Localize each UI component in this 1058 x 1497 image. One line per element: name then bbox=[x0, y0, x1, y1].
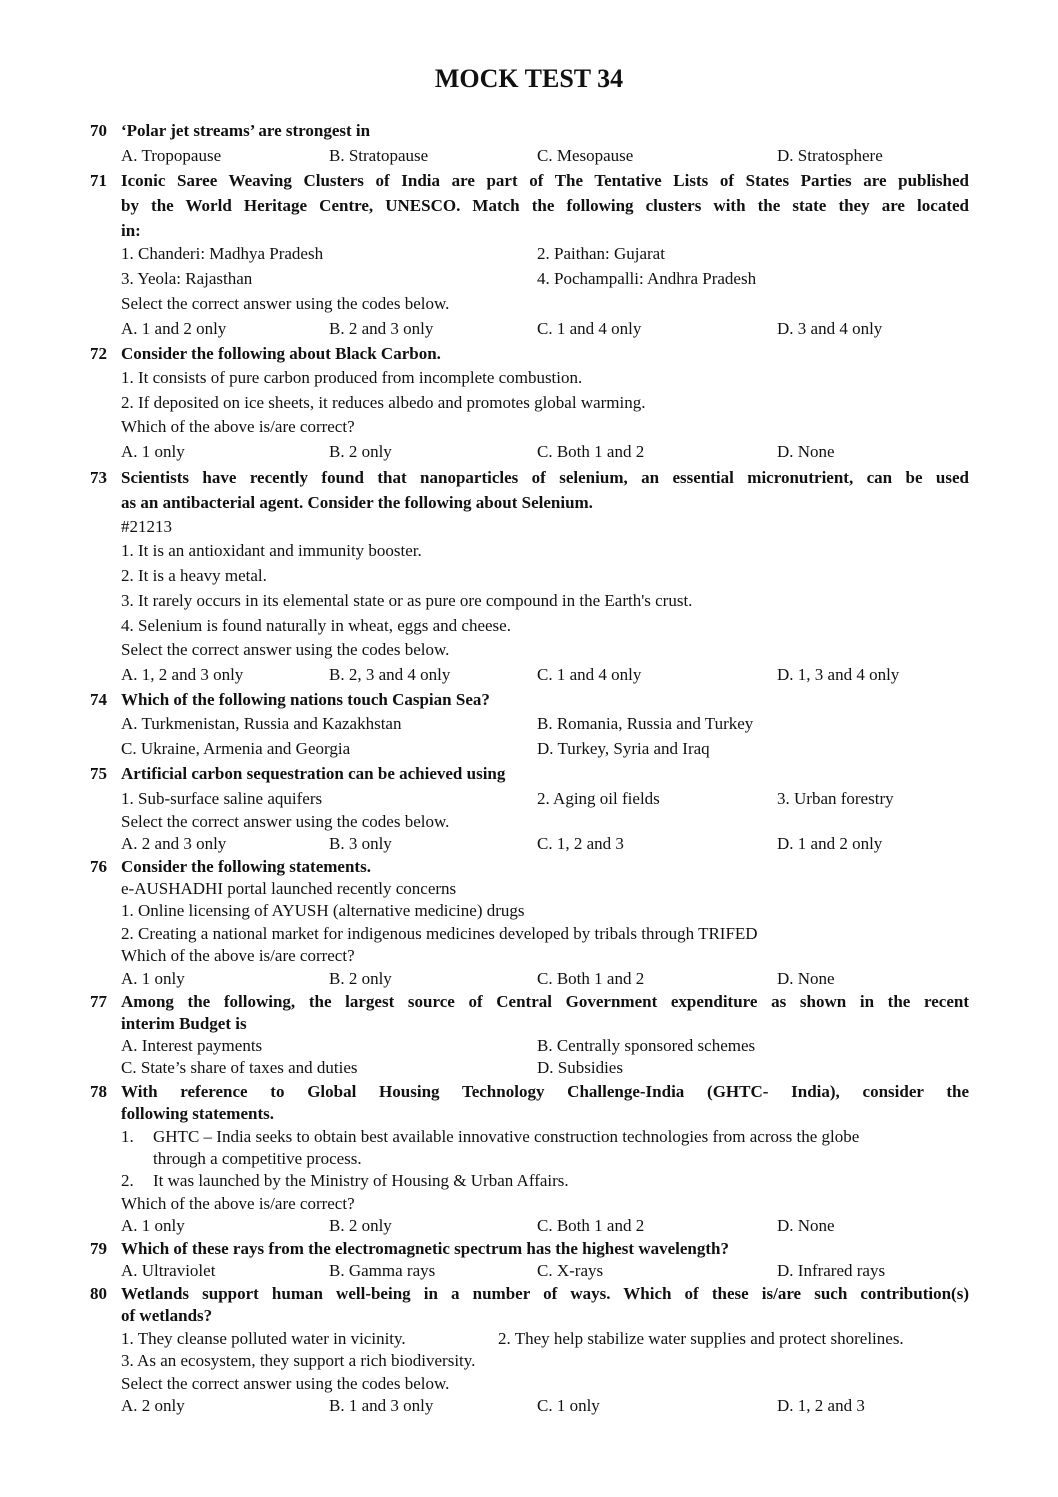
option-b: B. Stratopause bbox=[329, 146, 429, 165]
option-d: D. None bbox=[777, 969, 835, 988]
instruction: Which of the above is/are correct? bbox=[121, 417, 355, 436]
option-a: A. Interest payments bbox=[121, 1036, 263, 1055]
question-number: 77 bbox=[90, 992, 107, 1011]
question-stem: Which of these rays from the electromagnetic spectrum has the highest wavelength? bbox=[121, 1239, 729, 1258]
question-intro: e-AUSHADHI portal launched recently concerns bbox=[121, 879, 457, 898]
statement-item: 1. Sub-surface saline aquifers bbox=[121, 789, 323, 808]
option-b: B. 1 and 3 only bbox=[329, 1396, 434, 1415]
question-stem: ‘Polar jet streams’ are strongest in bbox=[121, 121, 371, 140]
instruction: Select the correct answer using the codes below. bbox=[121, 812, 450, 831]
instruction: Which of the above is/are correct? bbox=[121, 1194, 355, 1213]
question-stem: Consider the following about Black Carbon. bbox=[121, 344, 441, 363]
statement-item: 3. As an ecosystem, they support a rich biodiversity. bbox=[121, 1351, 476, 1370]
option-a: A. 1 and 2 only bbox=[121, 319, 227, 338]
question-stem: Iconic Saree Weaving Clusters of India are part of The Tentative Lists of States Parties are published bbox=[121, 171, 969, 190]
question-stem: With reference to Global Housing Technology Challenge-India (GHTC- India), consider the bbox=[121, 1082, 969, 1101]
statement-item: 2. If deposited on ice sheets, it reduces albedo and promotes global warming. bbox=[121, 393, 646, 412]
question-stem: Among the following, the largest source of Central Government expenditure as shown in the recent bbox=[121, 992, 969, 1011]
question-stem: as an antibacterial agent. Consider the following about Selenium. bbox=[121, 493, 593, 512]
statement-item: 4. Pochampalli: Andhra Pradesh bbox=[537, 269, 757, 288]
option-d: D. Infrared rays bbox=[777, 1261, 886, 1280]
option-b: B. Gamma rays bbox=[329, 1261, 436, 1280]
statement-item: 2. Paithan: Gujarat bbox=[537, 244, 665, 263]
statement-item: 1. Online licensing of AYUSH (alternative medicine) drugs bbox=[121, 901, 525, 920]
option-c: C. Both 1 and 2 bbox=[537, 969, 645, 988]
option-c: C. Mesopause bbox=[537, 146, 634, 165]
statement-item: 4. Selenium is found naturally in wheat, eggs and cheese. bbox=[121, 616, 511, 635]
option-c: C. Both 1 and 2 bbox=[537, 442, 645, 461]
option-a: A. Tropopause bbox=[121, 146, 222, 165]
statement-item: 3. Urban forestry bbox=[777, 789, 894, 808]
option-a: A. 2 only bbox=[121, 1396, 185, 1415]
option-b: B. 2 and 3 only bbox=[329, 319, 434, 338]
statement-item: 2. Aging oil fields bbox=[537, 789, 660, 808]
option-b: B. Romania, Russia and Turkey bbox=[537, 714, 754, 733]
statement-item: through a competitive process. bbox=[153, 1149, 362, 1168]
option-a: A. 1 only bbox=[121, 969, 185, 988]
option-a: A. 2 and 3 only bbox=[121, 834, 227, 853]
option-d: D. 1, 2 and 3 bbox=[777, 1396, 865, 1415]
option-b: B. 2 only bbox=[329, 969, 392, 988]
question-number: 78 bbox=[90, 1082, 107, 1101]
option-d: D. Subsidies bbox=[537, 1058, 623, 1077]
option-c: C. 1 only bbox=[537, 1396, 600, 1415]
question-stem: Consider the following statements. bbox=[121, 857, 371, 876]
statement-item: 1. It consists of pure carbon produced from incomplete combustion. bbox=[121, 368, 583, 387]
statement-item: 1. It is an antioxidant and immunity booster. bbox=[121, 541, 422, 560]
option-b: B. 2 only bbox=[329, 442, 392, 461]
question-number: 73 bbox=[90, 468, 107, 487]
question-stem: Scientists have recently found that nanoparticles of selenium, an essential micronutrient, can be used bbox=[121, 468, 969, 487]
option-a: A. 1 only bbox=[121, 1216, 185, 1235]
option-c: C. Ukraine, Armenia and Georgia bbox=[121, 739, 351, 758]
question-number: 70 bbox=[90, 121, 107, 140]
question-stem: Artificial carbon sequestration can be achieved using bbox=[121, 764, 506, 783]
option-d: D. 1 and 2 only bbox=[777, 834, 883, 853]
instruction: Select the correct answer using the codes below. bbox=[121, 1374, 450, 1393]
option-b: B. Centrally sponsored schemes bbox=[537, 1036, 756, 1055]
statement-item: 1. Chanderi: Madhya Pradesh bbox=[121, 244, 324, 263]
statement-item: 3. It rarely occurs in its elemental state or as pure ore compound in the Earth's crust. bbox=[121, 591, 693, 610]
question-number: 76 bbox=[90, 857, 107, 876]
question-stem: Wetlands support human well-being in a number of ways. Which of these is/are such contribution(s) bbox=[121, 1284, 969, 1303]
question-stem: of wetlands? bbox=[121, 1306, 213, 1325]
option-c: C. 1 and 4 only bbox=[537, 319, 642, 338]
option-d: D. 3 and 4 only bbox=[777, 319, 883, 338]
question-stem: in: bbox=[121, 221, 141, 240]
statement-item: 1. They cleanse polluted water in vicinity. bbox=[121, 1329, 406, 1348]
statement-item-number: 2. bbox=[121, 1171, 134, 1190]
option-a: A. 1 only bbox=[121, 442, 185, 461]
option-b: B. 2, 3 and 4 only bbox=[329, 665, 451, 684]
statement-item-number: 1. bbox=[121, 1127, 134, 1146]
option-d: D. None bbox=[777, 442, 835, 461]
option-d: D. Turkey, Syria and Iraq bbox=[537, 739, 710, 758]
option-c: C. Both 1 and 2 bbox=[537, 1216, 645, 1235]
question-number: 72 bbox=[90, 344, 107, 363]
option-b: B. 2 only bbox=[329, 1216, 392, 1235]
statement-item: 2. They help stabilize water supplies and protect shorelines. bbox=[498, 1329, 904, 1348]
option-b: B. 3 only bbox=[329, 834, 392, 853]
option-d: D. 1, 3 and 4 only bbox=[777, 665, 900, 684]
option-a: A. Ultraviolet bbox=[121, 1261, 216, 1280]
option-d: D. Stratosphere bbox=[777, 146, 883, 165]
option-c: C. 1, 2 and 3 bbox=[537, 834, 624, 853]
question-number: 75 bbox=[90, 764, 107, 783]
statement-item: 2. It is a heavy metal. bbox=[121, 566, 267, 585]
question-stem: Which of the following nations touch Caspian Sea? bbox=[121, 690, 490, 709]
statement-item: 2. Creating a national market for indigenous medicines developed by tribals through TRIFED bbox=[121, 924, 758, 943]
question-code: #21213 bbox=[121, 517, 172, 536]
question-stem: following statements. bbox=[121, 1104, 274, 1123]
option-a: A. Turkmenistan, Russia and Kazakhstan bbox=[121, 714, 402, 733]
question-number: 79 bbox=[90, 1239, 107, 1258]
option-a: A. 1, 2 and 3 only bbox=[121, 665, 244, 684]
instruction: Which of the above is/are correct? bbox=[121, 946, 355, 965]
statement-item: GHTC – India seeks to obtain best available innovative construction technologies from across the globe bbox=[153, 1127, 860, 1146]
option-c: C. State’s share of taxes and duties bbox=[121, 1058, 358, 1077]
instruction: Select the correct answer using the codes below. bbox=[121, 640, 450, 659]
question-number: 80 bbox=[90, 1284, 107, 1303]
question-number: 71 bbox=[90, 171, 107, 190]
question-stem: by the World Heritage Centre, UNESCO. Match the following clusters with the state they are located bbox=[121, 196, 969, 215]
statement-item: It was launched by the Ministry of Housing & Urban Affairs. bbox=[153, 1171, 569, 1190]
option-d: D. None bbox=[777, 1216, 835, 1235]
option-c: C. 1 and 4 only bbox=[537, 665, 642, 684]
option-c: C. X-rays bbox=[537, 1261, 604, 1280]
question-number: 74 bbox=[90, 690, 107, 709]
instruction: Select the correct answer using the codes below. bbox=[121, 294, 450, 313]
page-title: MOCK TEST 34 bbox=[434, 64, 624, 93]
statement-item: 3. Yeola: Rajasthan bbox=[121, 269, 253, 288]
question-stem: interim Budget is bbox=[121, 1014, 247, 1033]
